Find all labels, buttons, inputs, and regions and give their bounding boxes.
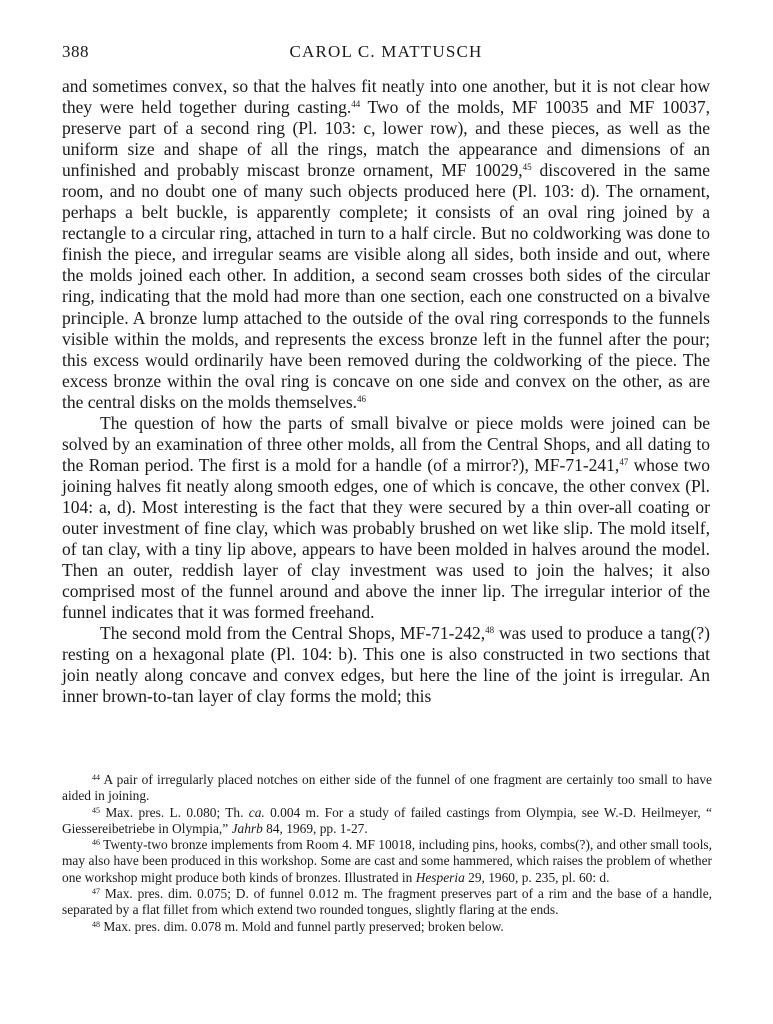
- body-text: [62, 76, 710, 707]
- footnote-number: 44: [92, 773, 100, 782]
- footnote-ref-46: 46: [357, 393, 367, 404]
- footnote-47: [62, 886, 712, 919]
- footnote-text: Max. pres. dim. 0.075; D. of funnel 0.012 m. The fragment preserves part of a rim and the base of a handle, separated by a flat fillet from which extend two rounded tongues, slightly flaring at the ends.: [62, 886, 712, 918]
- paragraph-2-text-b: whose two joining halves fit neatly along smooth edges, one of which is concave, the other convex (Pl. 104: a, d). Most interesting is the fact that they were secured by a thin over-all coating or outer investment of fine clay, which was probably brushed on wet like slip. The mold itself, of tan clay, with a tiny lip above, appears to have been molded in halves around the model. Then an outer, reddish layer of clay investment was used to join the halves; it also comprised most of the funnel around and above the inner lip. The irregular interior of the funnel indicates that it was formed freehand.: [62, 454, 711, 623]
- footnote-text: A pair of irregularly placed notches on either side of the funnel of one fragment are certainly too small to have aided in joining.: [62, 772, 712, 804]
- paragraph-3: [62, 623, 710, 707]
- footnote-45: [62, 805, 712, 838]
- footnote-text: 84, 1969, pp. 1-27.: [262, 820, 368, 836]
- footnote-46: [62, 837, 712, 886]
- footnote-ref-44: 44: [351, 99, 361, 110]
- footnote-48: [62, 919, 712, 935]
- paragraph-2-text-a: The question of how the parts of small bivalve or piece molds were joined can be solved by an examination of three other molds, all from the Central Shops, and all dating to the Roman period. The first is a mold for a handle (of a mirror?), MF-71-241,: [62, 412, 710, 475]
- paragraph-1-text-a: and sometimes convex, so that the halves fit neatly into one another, but it is not clear how they were held together during casting.: [62, 76, 710, 118]
- journal-title: Jahrb: [231, 820, 263, 836]
- footnote-ref-45: 45: [522, 162, 532, 173]
- footnote-number: 46: [92, 838, 100, 848]
- footnote-number: 47: [92, 887, 100, 897]
- footnote-ref-48: 48: [485, 625, 495, 636]
- paragraph-1-text-b: Two of the molds, MF 10035 and MF 10037, preserve part of a second ring (Pl. 103: c, lower row), and these pieces, as well as the uniform size and shape of all the rings, match the appearance and dimensions of an unfinished and probably miscast bronze ornament, MF 10029,: [62, 97, 711, 181]
- footnote-text: 0.004 m. For a study of failed castings from Olympia, see W.-D. Heilmeyer, “ Giessereibetriebe in Olympia,”: [62, 804, 712, 836]
- footnote-number: 48: [92, 919, 100, 929]
- page-number: 388: [62, 42, 89, 61]
- running-head: CAROL C. MATTUSCH: [289, 42, 483, 61]
- page-header: [62, 42, 710, 66]
- paragraph-2: [62, 413, 710, 623]
- footnote-text: 29, 1960, p. 235, pl. 60: d.: [464, 869, 610, 885]
- footnote-text: Twenty-two bronze implements from Room 4. MF 10018, including pins, hooks, combs(?), and other small tools, may also have been produced in this workshop. Some are cast and some hammered, which raises the problem of whether one workshop might produce both kinds of bronzes. Illustrated in: [62, 837, 712, 885]
- footnote-italic: ca.: [248, 804, 265, 820]
- footnote-text: Max. pres. L. 0.080; Th.: [100, 804, 249, 820]
- footnote-text: Max. pres. dim. 0.078 m. Mold and funnel partly preserved; broken below.: [100, 918, 504, 934]
- paragraph-1-text-c: discovered in the same room, and no doubt one of many such objects produced here (Pl. 103: d). The ornament, perhaps a belt buckle, is apparently complete; it consists of an oval ring joined by a rectangle to a circular ring, attached in turn to a half circle. But no coldworking was done to finish the piece, and irregular seams are visible along all sides, both inside and out, where the molds joined each other. In addition, a second seam crosses both sides of the circular ring, indicating that the mold had more than one section, each one constructed on a bivalve principle. A bronze lump attached to the outside of the oval ring corresponds to the funnels visible within the molds, and represents the excess bronze left in the funnel after the pour; this excess would ordinarily have been removed during the coldworking of the piece. The excess bronze within the oval ring is concave on one side and convex on the other, as are the central disks on the molds themselves.: [62, 160, 710, 412]
- paragraph-3-text-a: The second mold from the Central Shops, MF-71-242,: [100, 623, 486, 644]
- footnote-number: 45: [92, 805, 100, 815]
- footnote-44: [62, 772, 712, 805]
- footnotes: [62, 772, 712, 935]
- journal-title: Hesperia: [415, 869, 465, 885]
- paragraph-3-text-b: was used to produce a tang(?) resting on a hexagonal plate (Pl. 104: b). This one is also constructed in two sections that join neatly along concave and convex edges, but here the line of the joint is irregular. An inner brown-to-tan layer of clay forms the mold; this: [62, 623, 710, 707]
- footnote-ref-47: 47: [619, 456, 629, 467]
- paragraph-1: [62, 76, 710, 413]
